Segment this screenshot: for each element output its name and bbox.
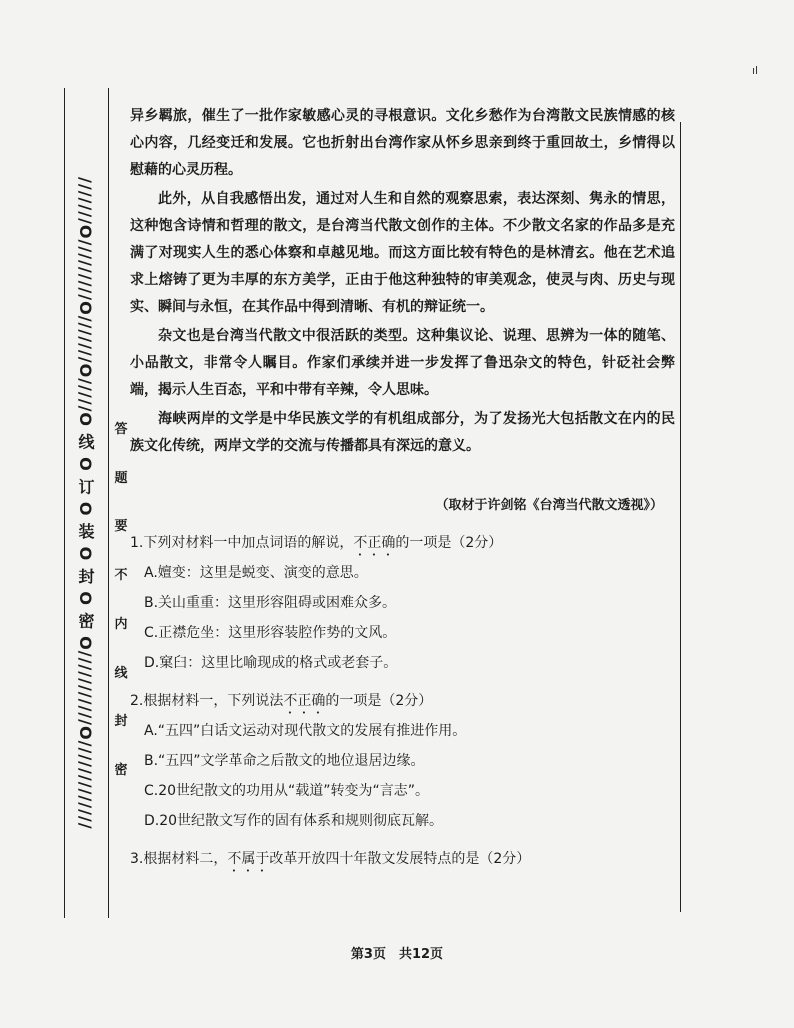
question-2: [130, 686, 675, 836]
question-3: [130, 844, 675, 874]
reading-passage: [130, 103, 675, 462]
binding-strip: [58, 88, 128, 918]
binding-warning-char: 封: [114, 714, 128, 730]
binding-warning-char: 内: [114, 616, 128, 632]
binding-warning-char: 答: [114, 422, 128, 437]
emphasis-text: 不正确: [353, 535, 396, 551]
binding-warning-char: 线: [114, 665, 128, 681]
option-d: D.20世纪散文写作的固有体系和规则彻底瓦解。: [144, 813, 444, 829]
question-stem: 3.根据材料二，不属于改革开放四十年散文发展特点的是（2分）: [130, 851, 531, 867]
question-list: [130, 528, 675, 882]
corner-mark: ıl: [752, 64, 759, 77]
question-1: [130, 528, 675, 678]
option-c: C.20世纪散文的功用从“载道”转变为“言志”。: [144, 783, 430, 799]
passage-source: （取材于许剑铭《台湾当代散文透视》）: [435, 498, 663, 513]
page-footer: 第3页 共12页: [350, 947, 444, 962]
binding-line-left: [64, 88, 65, 918]
option-b: B.关山重重：这里形容阻碍或困难众多。: [144, 595, 397, 611]
binding-warning-char: 要: [114, 519, 128, 535]
binding-warning: [112, 418, 130, 778]
passage-paragraph: 海峡两岸的文学是中华民族文学的有机组成部分，为了发扬光大包括散文在内的民族文化传统，两岸文学的交流与传播都具有深远的意义。: [130, 411, 675, 454]
option-b: B.“五四”文学革命之后散文的地位退居边缘。: [144, 753, 425, 769]
right-margin-rule: [680, 122, 681, 912]
question-stem: 2.根据材料一，下列说法不正确的一项是（2分）: [130, 693, 433, 709]
option-c: C.正襟危坐：这里形容装腔作势的文风。: [144, 625, 397, 641]
binding-warning-char: 不: [114, 568, 128, 584]
emphasis-text: 不正确: [283, 693, 326, 709]
passage-paragraph: 杂文也是台湾当代散文中很活跃的类型。这种集议论、说理、思辨为一体的随笔、小品散文，非常令人瞩目。作家们承续并进一步发挥了鲁迅杂文的特色，针砭社会弊端，揭示人生百态，平和中带有辛辣，令人思味。: [130, 328, 675, 398]
option-a: A.“五四”白话文运动对现代散文的发展有推进作用。: [144, 723, 467, 739]
passage-paragraph: 异乡羁旅，催生了一批作家敏感心灵的寻根意识。文化乡愁作为台湾散文民族情感的核心内容，几经变迁和发展。它也折射出台湾作家从怀乡思亲到终于重回故土，乡情得以慰藉的心灵历程。: [130, 108, 675, 178]
binding-seal-text: ///////O/////////O///////O/////O 线 O 订 O 装 O 封 O 密 O///////////O/////////////: [76, 176, 95, 830]
option-d: D.窠臼：这里比喻现成的格式或老套子。: [144, 655, 398, 671]
passage-paragraph: 此外，从自我感悟出发，通过对人生和自然的观察思索，表达深刻、隽永的情思，这种饱含诗情和哲理的散文，是台湾当代散文创作的主体。不少散文名家的作品多是充满了对现实人生的悉心体察和卓越见地。而这方面比较有特色的是林清玄。他在艺术追求上熔铸了更为丰厚的东方美学，正由于他这种独特的审美观念，使灵与肉、历史与现实、瞬间与永恒，在其作品中得到清晰、有机的辩证统一。: [130, 191, 675, 315]
emphasis-text: 不属于: [227, 851, 270, 867]
question-stem: 1.下列对材料一中加点词语的解说，不正确的一项是（2分）: [130, 535, 503, 551]
binding-warning-char: 密: [114, 762, 128, 778]
binding-warning-char: 题: [114, 470, 128, 486]
binding-line-right: [108, 88, 109, 918]
option-a: A.嬗变：这里是蜕变、演变的意思。: [144, 565, 368, 581]
